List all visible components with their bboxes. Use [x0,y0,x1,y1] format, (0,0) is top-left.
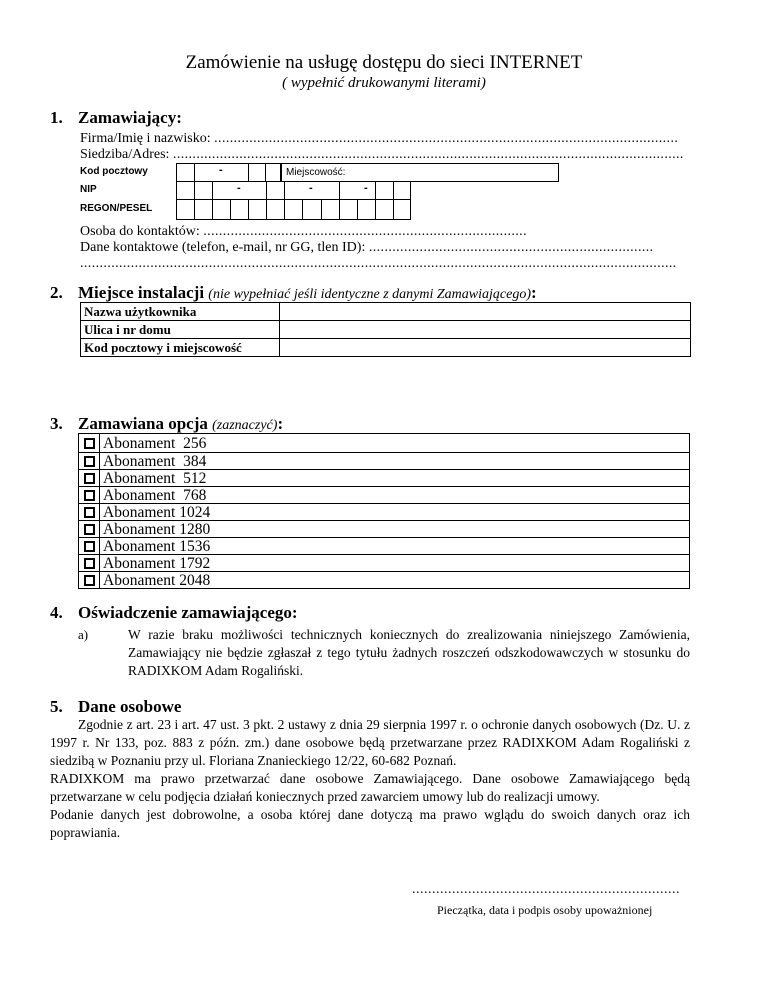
regon-divider [212,199,213,220]
nip-dash: - [364,182,368,194]
kod-miejscowosc-input[interactable] [280,339,691,357]
table-row [81,339,691,357]
kod-divider [194,163,195,182]
firma-dots: ....................................................................................................................... [214,131,679,146]
section-1-heading [50,108,182,128]
siedziba-field[interactable] [80,147,690,163]
siedziba-dots: ................................................................................................................................... [172,147,684,162]
regon-label: REGON/PESEL [80,203,153,214]
option-abonament-768[interactable] [80,487,206,504]
regon-divider [248,199,249,220]
kod-dash: - [219,164,223,176]
installation-table [80,302,691,357]
section-4-item-label: a) [78,627,89,642]
dane-kontaktowe-extra-line[interactable] [80,256,690,272]
section-5-paragraph-3: Podanie danych jest dobrowolne, a osoba której dane dotyczą ma prawo wglądu do swoich danych oraz ich poprawiania. [50,807,690,840]
regon-divider [357,199,358,220]
section-1-number: 1. [50,108,63,127]
nip-dash: - [309,182,313,194]
option-label: Abonament 1536 [103,538,211,555]
firma-label: Firma/Imię i nazwisko: [80,131,215,146]
option-abonament-384[interactable] [80,453,206,470]
regon-divider [284,199,285,220]
form-title: Zamówienie na usługę dostępu do sieci INTERNET [185,52,583,73]
regon-divider [194,199,195,220]
section-4-number: 4. [50,603,63,622]
regon-divider [266,199,267,220]
signature-line[interactable]: ................................................................... [412,882,680,897]
checkbox-icon[interactable] [84,456,95,467]
section-4-heading [50,603,298,623]
nip-divider [375,181,376,200]
dane-kontaktowe-field[interactable] [80,240,690,256]
nip-divider [266,181,267,200]
regon-divider [393,199,394,220]
osoba-field[interactable] [80,224,690,240]
option-abonament-1280[interactable] [80,521,210,538]
checkbox-icon[interactable] [84,541,95,552]
checkbox-icon[interactable] [84,558,95,569]
option-abonament-512[interactable] [80,470,206,487]
signature-caption: Pieczątka, data i podpis osoby upoważnionej [437,903,653,917]
option-label: Abonament 768 [103,487,207,504]
option-label: Abonament 256 [103,435,207,452]
nazwa-uzytkownika-label: Nazwa użytkownika [81,303,280,321]
option-label: Abonament 384 [103,453,207,470]
option-label: Abonament 512 [103,470,207,487]
regon-divider [339,199,340,220]
regon-divider [375,199,376,220]
section-3-colon: : [277,414,284,433]
checkbox-icon[interactable] [84,438,95,449]
dane-kontaktowe-label: Dane kontaktowe (telefon, e-mail, nr GG, tlen ID): [80,240,369,255]
nip-divider [212,181,213,200]
kod-divider [248,163,249,182]
section-1-title: Zamawiający: [78,108,182,127]
nip-dash: - [237,182,241,194]
section-5-title: Dane osobowe [78,697,182,716]
ulica-input[interactable] [280,321,691,339]
option-label: Abonament 1792 [103,555,211,572]
option-abonament-1024[interactable] [80,504,210,521]
section-4-title: Oświadczenie zamawiającego: [78,603,298,622]
miejscowosc-label: Miejscowość: [286,167,346,178]
checkbox-icon[interactable] [84,524,95,535]
section-3-title: Zamawiana opcja [78,414,208,433]
osoba-label: Osoba do kontaktów: [80,224,204,239]
checkbox-icon[interactable] [84,575,95,586]
option-abonament-2048[interactable] [80,572,210,589]
section-4-item-text: W razie braku możliwości technicznych koniecznych do zrealizowania niniejszego Zamówienia, Zamawiający nie będzie zgłaszał z tego tytułu żadnych roszczeń odszkodowawczych w stosunku do RADIXKOM Adam Rogaliński. [128,627,690,678]
ulica-label: Ulica i nr domu [81,321,280,339]
table-row [81,303,691,321]
option-abonament-1792[interactable] [80,555,210,572]
option-label: Abonament 2048 [103,572,211,589]
kod-pocztowy-label: Kod pocztowy [80,166,148,177]
section-5-paragraph-1: Zgodnie z art. 23 i art. 47 ust. 3 pkt. 2 ustawy z dnia 29 sierpnia 1997 r. o ochronie danych osobowych (Dz. U. z 1997 r. Nr 133, poz. 883 z późn. zm.) dane osobowe będą przetwarzane przez RADIXKOM Adam Rogaliński z siedzibą w Poznaniu przy ul. Floriana Znanieckiego 12/22, 60-682 Poznań. [50,717,690,768]
section-5-number: 5. [50,697,63,716]
section-2-title: Miejsce instalacji [78,283,205,302]
section-3-note: (zaznaczyć) [212,418,278,433]
option-label: Abonament 1024 [103,504,211,521]
section-2-heading [50,283,537,303]
section-3-number: 3. [50,414,63,433]
dane-kontaktowe-dots: ......................................................................... [368,240,654,255]
section-2-colon: : [531,283,537,302]
option-abonament-1536[interactable] [80,538,210,555]
checkbox-icon[interactable] [84,490,95,501]
table-row [81,321,691,339]
checkbox-icon[interactable] [84,507,95,518]
nazwa-uzytkownika-input[interactable] [280,303,691,321]
kod-miejscowosc-label: Kod pocztowy i miejscowość [81,339,280,357]
option-abonament-256[interactable] [80,435,206,452]
option-label: Abonament 1280 [103,521,211,538]
section-2-number: 2. [50,283,63,302]
nip-divider [393,181,394,200]
kod-divider [265,163,266,182]
regon-divider [302,199,303,220]
regon-divider [230,199,231,220]
osoba-dots: ................................................................................... [203,224,527,239]
nip-divider [284,181,285,200]
siedziba-label: Siedziba/Adres: [80,147,173,162]
nip-divider [339,181,340,200]
nip-label: NIP [80,184,97,195]
section-5-heading [50,697,181,717]
extra-dots: ......................................................................................................................................................... [80,256,677,271]
checkbox-icon[interactable] [84,473,95,484]
section-2-note: (nie wypełniać jeśli identyczne z danymi Zamawiającego) [208,287,532,302]
form-subtitle: ( wypełnić drukowanymi literami) [282,75,486,91]
regon-divider [321,199,322,220]
firma-field[interactable] [80,131,690,147]
nip-divider [194,181,195,200]
section-3-heading [50,414,283,434]
section-5-paragraph-2: RADIXKOM ma prawo przetwarzać dane osobowe Zamawiającego. Dane osobowe Zamawiającego będą przetwarzane w celu podjęcia działań koniecznych przed zawarciem umowy lub do realizacji umowy. [50,771,690,804]
